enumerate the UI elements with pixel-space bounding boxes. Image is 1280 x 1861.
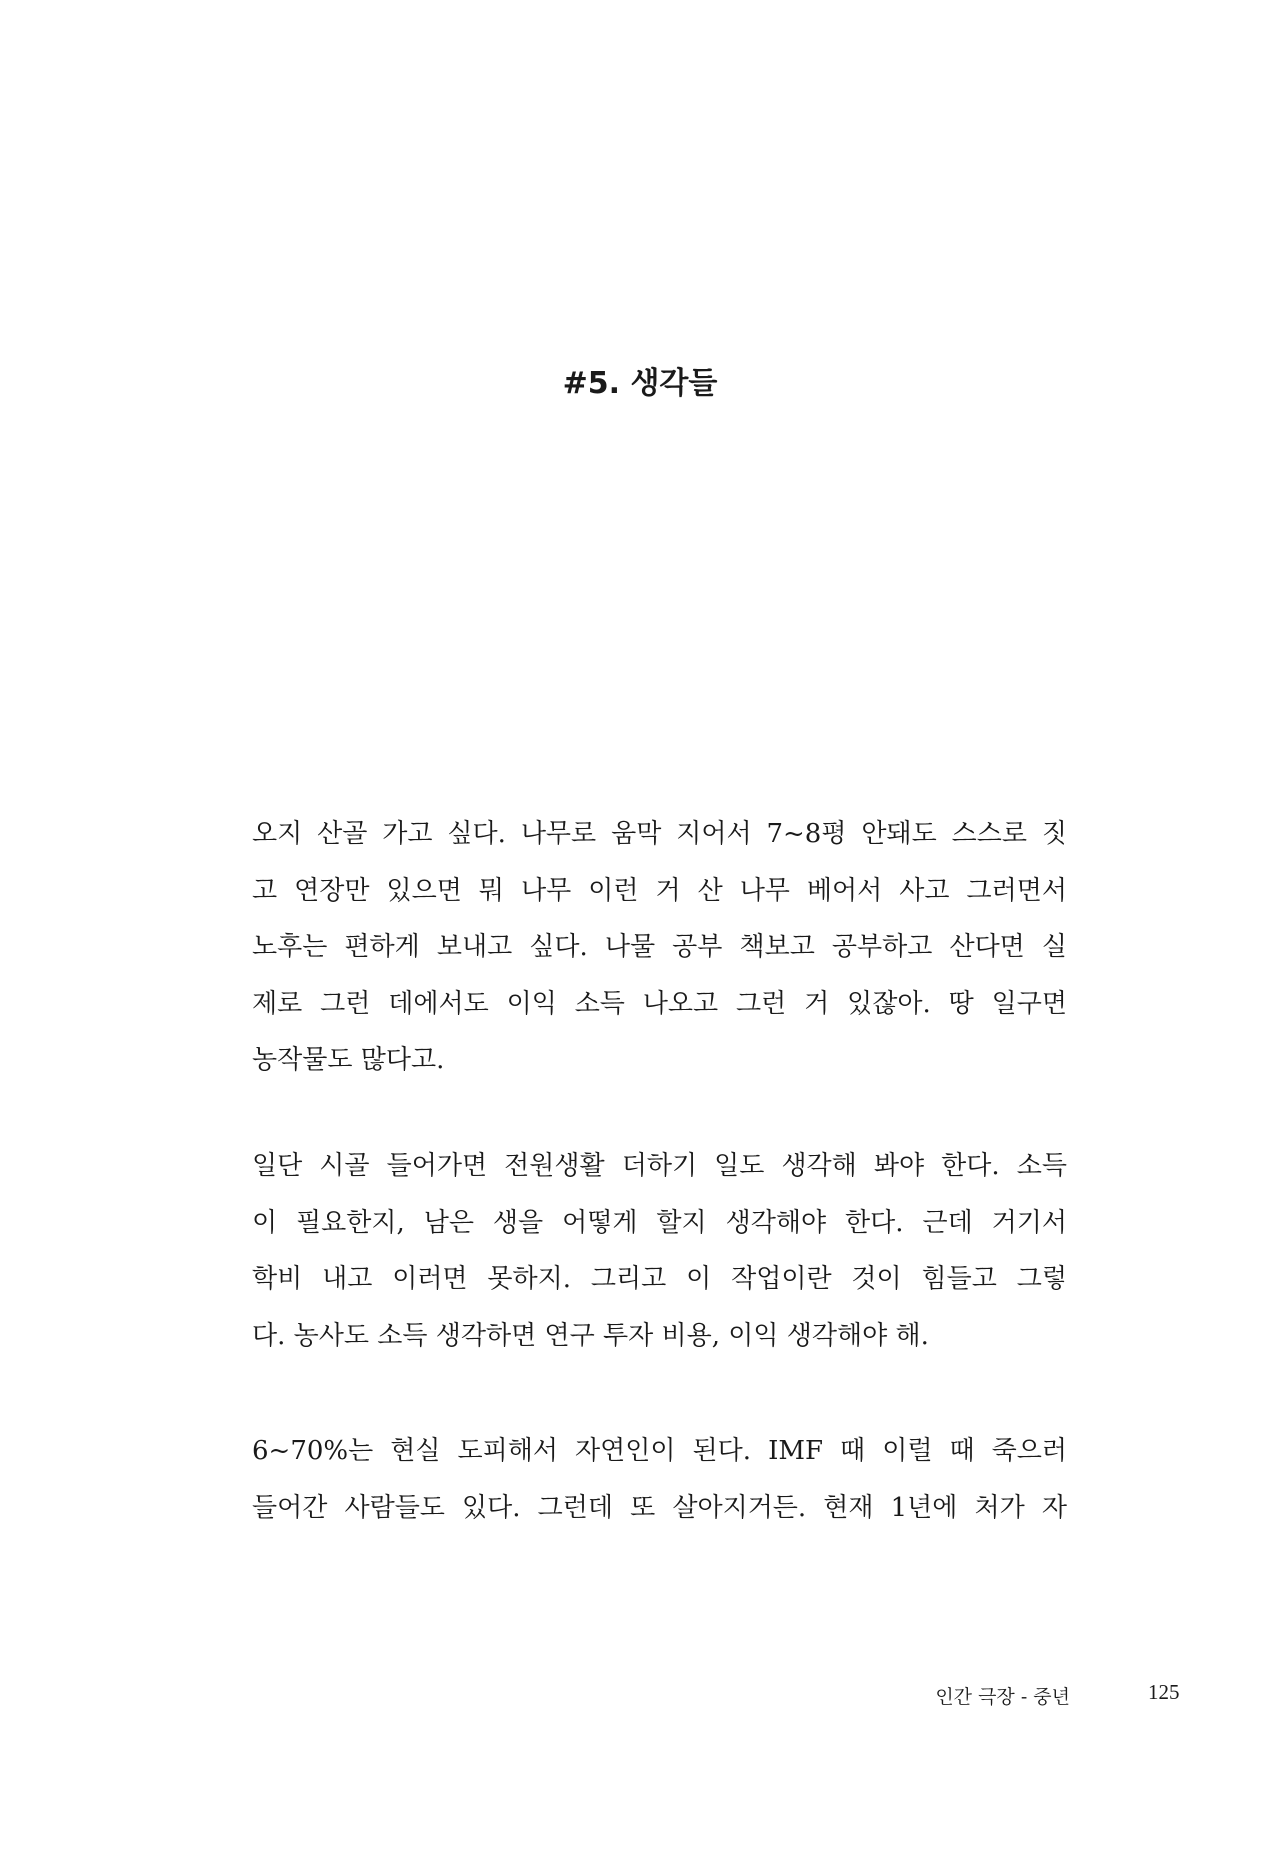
text-line: 6~70%는 현실 도피해서 자연인이 된다. IMF 때 이럴 때 죽으러 <box>252 1436 1067 1466</box>
paragraph-1 <box>252 806 1067 1089</box>
text-line: 고 연장만 있으면 뭐 나무 이런 거 산 나무 베어서 사고 그러면서 <box>252 875 1067 906</box>
text-line: 들어간 사람들도 있다. 그런데 또 살아지거든. 현재 1년에 처가 자 <box>252 1492 1067 1523</box>
chapter-title: #5. 생각들 <box>562 366 718 401</box>
page-number: 125 <box>1148 1680 1180 1704</box>
text-line: 학비 내고 이러면 못하지. 그리고 이 작업이란 것이 힘들고 그렇 <box>252 1264 1067 1294</box>
text-line: 제로 그런 데에서도 이익 소득 나오고 그런 거 있잖아. 땅 일구면 <box>252 988 1067 1019</box>
paragraph-2 <box>252 1138 1067 1364</box>
text-line: 이 필요한지, 남은 생을 어떻게 할지 생각해야 한다. 근데 거기서 <box>252 1207 1067 1238</box>
text-line: 일단 시골 들어가면 전원생활 더하기 일도 생각해 봐야 한다. 소득 <box>252 1151 1067 1181</box>
text-line: 오지 산골 가고 싶다. 나무로 움막 지어서 7~8평 안돼도 스스로 짓 <box>252 819 1067 849</box>
text-line: 농작물도 많다고. <box>252 1045 445 1075</box>
paragraph-3 <box>252 1423 1067 1536</box>
running-footer-title: 인간 극장 - 중년 <box>935 1686 1070 1708</box>
text-line: 다. 농사도 소득 생각하면 연구 투자 비용, 이익 생각해야 해. <box>252 1320 929 1351</box>
text-line: 노후는 편하게 보내고 싶다. 나물 공부 책보고 공부하고 산다면 실 <box>252 932 1067 962</box>
